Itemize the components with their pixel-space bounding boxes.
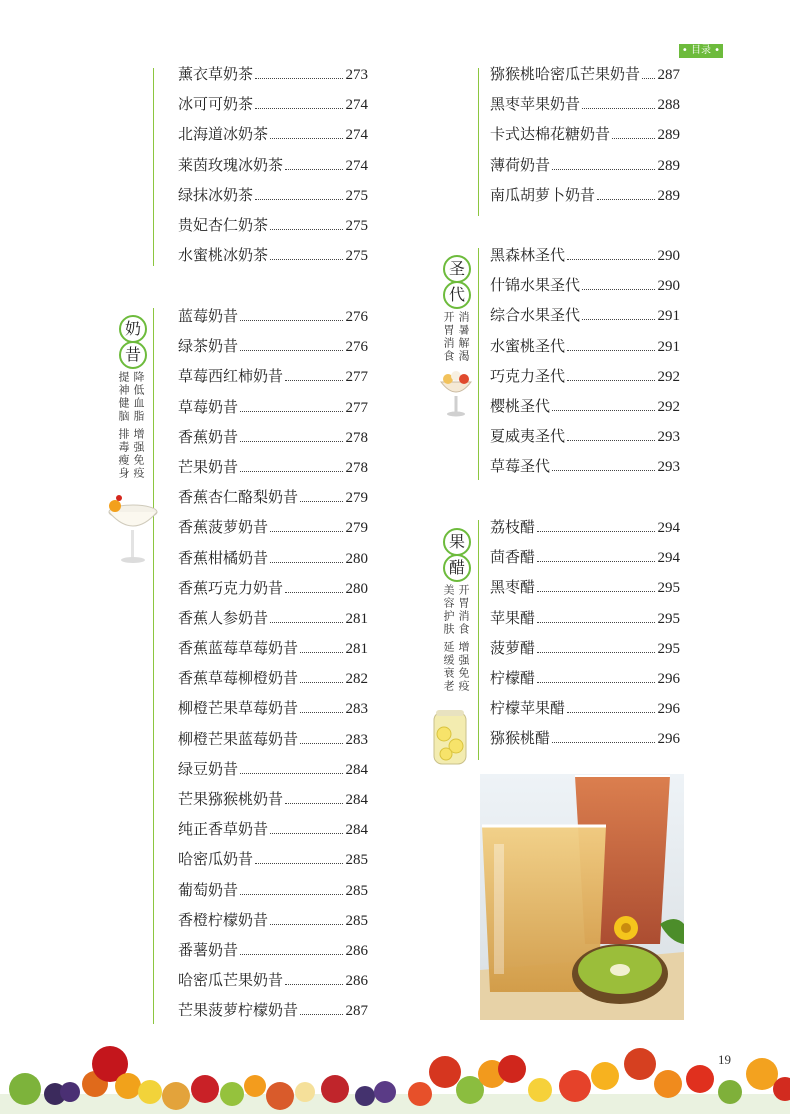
toc-entry-title: 纯正香草奶昔 (178, 820, 269, 839)
toc-entry[interactable] (178, 516, 368, 546)
vinegar-benefit-2: 美容护肤 (442, 584, 455, 636)
toc-entry-page: 279 (345, 520, 368, 537)
toc-entry[interactable] (490, 425, 680, 455)
toc-entry-title: 贵妃杏仁奶茶 (178, 215, 269, 234)
section-milkshake-char2: 昔 (119, 341, 147, 369)
toc-entry-page: 282 (345, 671, 368, 688)
toc-entry-title: 香蕉人参奶昔 (178, 608, 269, 627)
toc-entry[interactable] (490, 516, 680, 546)
toc-entry[interactable] (178, 848, 368, 878)
toc-entry-title: 冰可可奶茶 (178, 95, 254, 114)
toc-entry-page: 277 (345, 399, 368, 416)
toc-entry[interactable] (178, 456, 368, 486)
toc-entry-title: 绿抹冰奶茶 (178, 185, 254, 204)
section-vinegar-char1: 果 (443, 528, 471, 556)
toc-badge: • 目录 • (679, 44, 723, 58)
toc-dot-leader (582, 289, 654, 290)
toc-dot-leader (240, 894, 342, 895)
toc-dot-leader (642, 78, 654, 79)
toc-entry-title: 南瓜胡萝卜奶昔 (490, 185, 596, 204)
section-sundae-char1: 圣 (443, 255, 471, 283)
toc-entry[interactable] (178, 547, 368, 577)
lemon-jar-image (432, 708, 468, 766)
toc-entry-title: 哈密瓜芒果奶昔 (178, 971, 284, 990)
toc-dot-leader (582, 319, 654, 320)
toc-entry[interactable] (490, 365, 680, 395)
toc-list-milk-tea (178, 63, 368, 274)
toc-entry[interactable] (178, 335, 368, 365)
toc-dot-leader (270, 259, 342, 260)
toc-entry[interactable] (178, 728, 368, 758)
toc-entry-page: 277 (345, 369, 368, 386)
toc-dot-leader (537, 652, 654, 653)
toc-entry-title: 黑枣醋 (490, 578, 536, 597)
toc-entry-title: 水蜜桃圣代 (490, 336, 566, 355)
toc-entry-title: 猕猴桃哈密瓜芒果奶昔 (490, 65, 641, 83)
toc-entry-title: 柠檬醋 (490, 668, 536, 687)
toc-entry-page: 288 (657, 97, 680, 114)
toc-dot-leader (240, 350, 342, 351)
toc-dot-leader (270, 622, 342, 623)
toc-dot-leader (300, 1014, 342, 1015)
toc-entry[interactable] (178, 63, 368, 93)
toc-entry-page: 287 (657, 67, 680, 83)
toc-entry[interactable] (178, 909, 368, 939)
toc-entry-page: 283 (345, 701, 368, 718)
toc-entry-page: 289 (657, 157, 680, 174)
toc-entry-page: 278 (345, 429, 368, 446)
toc-entry-page: 284 (345, 761, 368, 778)
toc-dot-leader (270, 562, 342, 563)
toc-entry[interactable] (490, 244, 680, 274)
milkshake-benefit-2: 提神健脑 (117, 371, 130, 423)
toc-entry-title: 草莓奶昔 (178, 397, 239, 416)
toc-entry-title: 芒果奶昔 (178, 457, 239, 476)
toc-entry[interactable] (490, 304, 680, 334)
toc-entry[interactable] (178, 123, 368, 153)
toc-entry-title: 香蕉巧克力奶昔 (178, 578, 284, 597)
toc-entry-title: 香蕉奶昔 (178, 427, 239, 446)
toc-entry-title: 芒果猕猴桃奶昔 (178, 790, 284, 808)
toc-list-sundae (490, 244, 680, 486)
toc-entry-page: 291 (657, 308, 680, 325)
toc-dot-leader (552, 169, 654, 170)
toc-dot-leader (300, 652, 342, 653)
toc-dot-leader (552, 470, 654, 471)
toc-entry[interactable] (490, 93, 680, 123)
toc-entry-page: 290 (657, 278, 680, 295)
toc-entry[interactable] (178, 788, 368, 818)
toc-entry-page: 274 (345, 127, 368, 144)
toc-entry-title: 水蜜桃冰奶茶 (178, 246, 269, 265)
toc-entry[interactable] (490, 335, 680, 365)
right-column-line-top (478, 68, 479, 216)
toc-entry-page: 294 (657, 520, 680, 536)
toc-entry[interactable] (178, 244, 368, 274)
toc-entry-title: 哈密瓜奶昔 (178, 850, 254, 869)
toc-list-vinegar (490, 516, 680, 758)
toc-entry-title: 夏威夷圣代 (490, 427, 566, 446)
toc-entry-page: 280 (345, 580, 368, 597)
toc-entry-title: 绿茶奶昔 (178, 337, 239, 356)
toc-entry-page: 281 (345, 610, 368, 627)
toc-dot-leader (567, 380, 654, 381)
toc-dot-leader (270, 924, 342, 925)
milkshake-benefit-3: 增强免疫 (132, 428, 145, 480)
toc-dot-leader (270, 531, 342, 532)
toc-entry-title: 卡式达棉花糖奶昔 (490, 125, 611, 144)
toc-entry-page: 273 (345, 67, 368, 83)
toc-entry[interactable] (490, 184, 680, 214)
toc-entry-page: 285 (345, 912, 368, 929)
toc-entry-title: 香蕉杏仁酪梨奶昔 (178, 488, 299, 507)
toc-entry[interactable] (178, 939, 368, 969)
toc-entry-page: 286 (345, 942, 368, 959)
toc-entry-page: 279 (345, 490, 368, 507)
toc-entry-title: 巧克力圣代 (490, 366, 566, 385)
toc-entry[interactable] (490, 576, 680, 606)
fruits-banner-image (0, 1034, 790, 1114)
toc-dot-leader (270, 138, 342, 139)
toc-entry-title: 柳橙芒果蓝莓奶昔 (178, 729, 299, 748)
toc-entry-page: 294 (657, 550, 680, 567)
toc-entry-page: 276 (345, 339, 368, 356)
toc-dot-leader (567, 259, 654, 260)
toc-dot-leader (552, 742, 654, 743)
toc-entry-page: 296 (657, 731, 680, 748)
toc-entry-title: 草莓圣代 (490, 457, 551, 476)
toc-entry-page: 281 (345, 641, 368, 658)
toc-entry[interactable] (178, 879, 368, 909)
toc-dot-leader (300, 501, 342, 502)
toc-entry-title: 葡萄奶昔 (178, 880, 239, 899)
toc-entry-title: 柠檬苹果醋 (490, 699, 566, 718)
toc-entry[interactable] (490, 123, 680, 153)
milkshake-benefit-4: 排毒瘦身 (117, 428, 130, 480)
toc-dot-leader (255, 78, 342, 79)
toc-entry[interactable] (178, 607, 368, 637)
toc-list-milkshake (178, 305, 368, 1030)
right-column-line-mid (478, 248, 479, 480)
toc-entry-page: 290 (657, 248, 680, 264)
toc-entry-page: 293 (657, 429, 680, 446)
toc-dot-leader (537, 531, 654, 532)
toc-entry[interactable] (178, 184, 368, 214)
toc-entry-title: 薄荷奶昔 (490, 155, 551, 174)
toc-dot-leader (285, 592, 342, 593)
toc-entry[interactable] (178, 305, 368, 335)
toc-dot-leader (567, 440, 654, 441)
toc-dot-leader (537, 561, 654, 562)
toc-dot-leader (300, 682, 342, 683)
vinegar-benefit-3: 增强免疫 (457, 641, 470, 693)
toc-dot-leader (300, 712, 342, 713)
toc-entry-page: 284 (345, 792, 368, 808)
toc-entry[interactable] (178, 214, 368, 244)
toc-entry[interactable] (178, 758, 368, 788)
toc-entry-title: 香橙柠檬奶昔 (178, 910, 269, 929)
toc-dot-leader (240, 411, 342, 412)
toc-dot-leader (255, 199, 342, 200)
toc-entry-page: 287 (345, 1003, 368, 1020)
toc-dot-leader (270, 833, 342, 834)
toc-entry[interactable] (178, 999, 368, 1029)
toc-entry[interactable] (490, 637, 680, 667)
toc-entry-title: 绿豆奶昔 (178, 759, 239, 778)
toc-entry-page: 295 (657, 640, 680, 657)
toc-entry-title: 猕猴桃醋 (490, 729, 551, 748)
toc-entry-title: 荔枝醋 (490, 518, 536, 536)
toc-entry[interactable] (490, 546, 680, 576)
toc-entry[interactable] (178, 154, 368, 184)
toc-entry-title: 苹果醋 (490, 608, 536, 627)
toc-dot-leader (537, 591, 654, 592)
sundae-benefit-1: 消暑解渴 (457, 311, 470, 363)
toc-entry-title: 菠萝醋 (490, 638, 536, 657)
section-vinegar-char2: 醋 (443, 554, 471, 582)
toc-dot-leader (240, 320, 342, 321)
toc-dot-leader (285, 380, 342, 381)
toc-entry-page: 280 (345, 550, 368, 567)
toc-dot-leader (240, 773, 342, 774)
toc-entry-page: 275 (345, 217, 368, 234)
left-column-line-top (153, 68, 154, 266)
toc-entry[interactable] (178, 486, 368, 516)
toc-entry-page: 292 (657, 368, 680, 385)
toc-entry-title: 黑森林圣代 (490, 246, 566, 264)
toc-dot-leader (255, 863, 342, 864)
toc-entry-title: 芒果菠萝柠檬奶昔 (178, 1001, 299, 1020)
toc-entry-page: 289 (657, 127, 680, 144)
toc-entry-title: 薰衣草奶茶 (178, 65, 254, 83)
toc-entry-title: 樱桃圣代 (490, 396, 551, 415)
toc-entry-title: 莱茵玫瑰冰奶茶 (178, 155, 284, 174)
toc-entry-title: 蓝莓奶昔 (178, 307, 239, 325)
toc-list-milkshake-cont (490, 63, 680, 214)
sundae-benefit-2: 开胃消食 (442, 311, 455, 363)
toc-dot-leader (255, 108, 342, 109)
toc-entry-page: 274 (345, 97, 368, 114)
toc-dot-leader (240, 441, 342, 442)
toc-entry-title: 综合水果圣代 (490, 306, 581, 325)
toc-entry[interactable] (178, 969, 368, 999)
toc-entry[interactable] (178, 697, 368, 727)
toc-entry-page: 274 (345, 157, 368, 174)
toc-entry-page: 285 (345, 882, 368, 899)
toc-dot-leader (582, 108, 654, 109)
toc-dot-leader (552, 410, 654, 411)
section-milkshake-char1: 奶 (119, 315, 147, 343)
toc-entry-page: 275 (345, 187, 368, 204)
toc-entry-page: 275 (345, 248, 368, 265)
toc-entry-page: 291 (657, 338, 680, 355)
toc-dot-leader (285, 803, 342, 804)
toc-entry[interactable] (178, 577, 368, 607)
toc-entry-title: 香蕉草莓柳橙奶昔 (178, 669, 299, 688)
toc-entry-page: 295 (657, 610, 680, 627)
toc-entry[interactable] (490, 63, 680, 93)
toc-entry-title: 黑枣苹果奶昔 (490, 95, 581, 114)
toc-entry-title: 什锦水果圣代 (490, 276, 581, 295)
toc-dot-leader (270, 229, 342, 230)
toc-dot-leader (612, 138, 654, 139)
toc-entry-page: 278 (345, 459, 368, 476)
toc-entry-page: 289 (657, 187, 680, 204)
toc-dot-leader (567, 712, 654, 713)
toc-entry-page: 292 (657, 398, 680, 415)
milkshake-benefit-1: 降低血脂 (132, 371, 145, 423)
toc-entry[interactable] (178, 637, 368, 667)
toc-entry-page: 296 (657, 701, 680, 718)
toc-dot-leader (285, 169, 342, 170)
toc-entry[interactable] (490, 697, 680, 727)
toc-entry[interactable] (178, 667, 368, 697)
toc-entry-title: 香蕉蓝莓草莓奶昔 (178, 639, 299, 658)
toc-entry-page: 296 (657, 670, 680, 687)
juice-glasses-photo (480, 774, 684, 1020)
toc-dot-leader (537, 682, 654, 683)
toc-entry[interactable] (178, 365, 368, 395)
toc-entry-title: 茴香醋 (490, 548, 536, 567)
page-number: 19 (718, 1052, 731, 1067)
toc-entry-title: 柳橙芒果草莓奶昔 (178, 699, 299, 718)
toc-dot-leader (567, 350, 654, 351)
toc-entry-title: 香蕉菠萝奶昔 (178, 518, 269, 537)
toc-entry-title: 香蕉柑橘奶昔 (178, 548, 269, 567)
toc-entry[interactable] (490, 395, 680, 425)
vinegar-benefit-1: 开胃消食 (457, 584, 470, 636)
toc-dot-leader (597, 199, 654, 200)
toc-entry[interactable] (490, 274, 680, 304)
toc-entry-page: 286 (345, 973, 368, 990)
toc-entry[interactable] (490, 727, 680, 757)
toc-dot-leader (537, 622, 654, 623)
toc-dot-leader (240, 471, 342, 472)
toc-entry[interactable] (490, 154, 680, 184)
toc-entry[interactable] (178, 426, 368, 456)
toc-entry-page: 283 (345, 731, 368, 748)
toc-entry[interactable] (178, 396, 368, 426)
toc-entry-page: 295 (657, 580, 680, 597)
right-column-line-bottom (478, 520, 479, 760)
toc-entry-page: 285 (345, 852, 368, 869)
toc-dot-leader (285, 984, 342, 985)
sundae-cup-image (438, 368, 474, 418)
toc-entry[interactable] (178, 93, 368, 123)
toc-entry-page: 276 (345, 309, 368, 325)
toc-entry-title: 北海道冰奶茶 (178, 125, 269, 144)
section-sundae-char2: 代 (443, 281, 471, 309)
milkshake-glass-image (103, 490, 161, 568)
toc-entry[interactable] (178, 818, 368, 848)
toc-dot-leader (240, 954, 342, 955)
toc-entry-page: 293 (657, 459, 680, 476)
toc-dot-leader (300, 743, 342, 744)
toc-entry-page: 284 (345, 822, 368, 839)
vinegar-benefit-4: 延缓衰老 (442, 641, 455, 693)
left-column-line-bottom (153, 308, 154, 1024)
toc-entry[interactable] (490, 607, 680, 637)
toc-entry-title: 番薯奶昔 (178, 940, 239, 959)
toc-entry-title: 草莓西红柿奶昔 (178, 367, 284, 386)
toc-entry[interactable] (490, 455, 680, 485)
toc-entry[interactable] (490, 667, 680, 697)
